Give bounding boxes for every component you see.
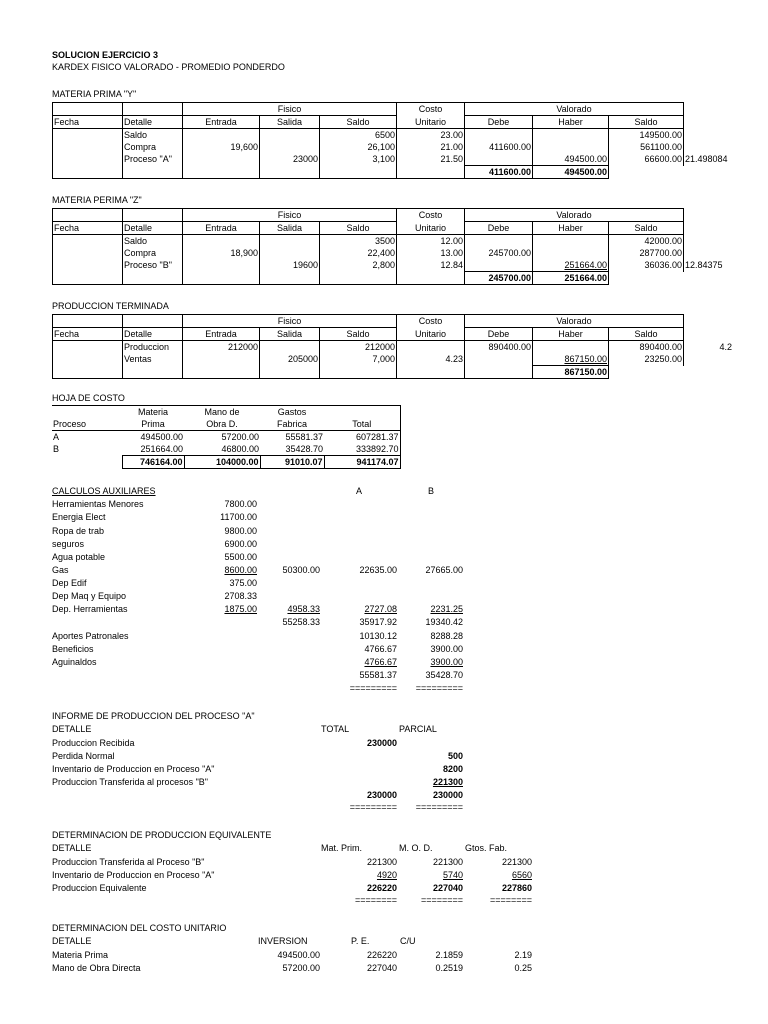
cell xyxy=(533,141,609,153)
double-rule: ========= xyxy=(349,802,397,812)
cell xyxy=(260,141,320,153)
unit-rounded: 0.25 xyxy=(514,963,532,973)
cell: 890400.00 xyxy=(465,341,533,354)
cell xyxy=(533,247,609,259)
cell: 494500.00 xyxy=(140,432,183,442)
cell xyxy=(684,141,734,153)
equiv-gf: 227860 xyxy=(501,883,532,893)
aux-sum: 55258.33 xyxy=(282,617,320,627)
table-row xyxy=(53,141,734,153)
cell xyxy=(684,235,734,248)
cell: Saldo xyxy=(123,129,183,142)
haber-header: Haber xyxy=(533,116,609,129)
haber-header: Haber xyxy=(533,328,609,341)
cell: 42000.00 xyxy=(609,235,684,248)
cell: 333892.70 xyxy=(324,443,400,456)
detalle-header: Detalle xyxy=(123,116,183,129)
aux-a: 10130.12 xyxy=(359,631,397,641)
equiv-label: Inventario de Produccion en Proceso "A" xyxy=(52,870,215,880)
table-row xyxy=(53,247,734,259)
cell: 18,900 xyxy=(183,247,260,259)
aux-a: 4766.67 xyxy=(364,657,397,667)
aux-label: Aportes Patronales xyxy=(52,631,129,641)
col-header: Gastos xyxy=(260,406,324,419)
double-rule: ======== xyxy=(354,895,397,905)
total-haber: 867150.00 xyxy=(533,366,609,379)
table-row xyxy=(53,129,734,142)
cell: 19,600 xyxy=(183,141,260,153)
saldo-header: Saldo xyxy=(320,222,397,235)
unitario-header: Unitario xyxy=(397,328,465,341)
fisico-header: Fisico xyxy=(183,103,397,116)
equiv-label: Produccion Equivalente xyxy=(52,883,147,893)
cell xyxy=(684,353,734,366)
cell xyxy=(260,235,320,248)
cell: 21.00 xyxy=(397,141,465,153)
aux-value: 1875.00 xyxy=(224,604,257,614)
col-header: Proceso xyxy=(52,418,122,431)
salida-header: Salida xyxy=(260,328,320,341)
cell: 26,100 xyxy=(320,141,397,153)
informe-detalle: DETALLE xyxy=(52,724,92,734)
table-row xyxy=(53,153,734,166)
unit-pe-header: P. E. xyxy=(351,936,370,946)
aux-b: 3900.00 xyxy=(430,657,463,667)
informe-value: 500 xyxy=(447,751,463,761)
cell xyxy=(397,341,465,354)
unit-cu-header: C/U xyxy=(400,936,416,946)
cell xyxy=(465,353,533,366)
col-header: Mano de xyxy=(184,406,260,419)
cell: 4.2 xyxy=(719,341,732,352)
aux-value: 5500.00 xyxy=(224,552,257,562)
haber-header: Haber xyxy=(533,222,609,235)
cell xyxy=(684,247,734,259)
saldo-header: Saldo xyxy=(320,116,397,129)
aux-total-b: 35428.70 xyxy=(425,670,463,680)
detalle-header: Detalle xyxy=(123,222,183,235)
cell: 2,800 xyxy=(320,259,397,272)
cell: 287700.00 xyxy=(609,247,684,259)
col-header: Obra D. xyxy=(184,418,260,431)
cell xyxy=(684,129,734,142)
aux-value: 2708.33 xyxy=(224,591,257,601)
aux-label: Ropa de trab xyxy=(52,526,105,536)
cell xyxy=(465,129,533,142)
aux-title: CALCULOS AUXILIARES xyxy=(52,486,156,496)
aux-label: seguros xyxy=(52,539,85,549)
cell: B xyxy=(53,444,60,455)
unit-label: Mano de Obra Directa xyxy=(52,963,141,973)
cell: 13.00 xyxy=(397,247,465,259)
aux-b: 19340.42 xyxy=(425,617,463,627)
cell: 411600.00 xyxy=(465,141,533,153)
equiv-mod: 5740 xyxy=(442,870,463,880)
equiv-mp-header: Mat. Prim. xyxy=(321,843,363,853)
kardex-y-title: MATERIA PRIMA "Y" xyxy=(52,89,137,99)
aux-value: 11700.00 xyxy=(220,512,257,522)
aux-label: Herramientas Menores xyxy=(52,499,144,509)
unit-pe: 227040 xyxy=(366,963,397,973)
col-header: Total xyxy=(324,418,400,431)
unit-rounded: 2.19 xyxy=(514,950,532,960)
total-haber: 494500.00 xyxy=(533,166,609,179)
cell xyxy=(533,129,609,142)
cell xyxy=(183,153,260,166)
debe-header: Debe xyxy=(465,328,533,341)
equiv-gf: 6560 xyxy=(511,870,532,880)
cell: 251664.00 xyxy=(140,444,183,454)
aux-label: Gas xyxy=(52,565,69,575)
doc-title: SOLUCION EJERCICIO 3 xyxy=(52,50,159,60)
double-rule: ========= xyxy=(415,683,463,693)
unit-detalle: DETALLE xyxy=(52,936,92,946)
valorado-header: Valorado xyxy=(465,315,684,328)
informe-total: 230000 xyxy=(366,790,397,800)
total-debe: 245700.00 xyxy=(465,272,533,285)
cell xyxy=(465,259,533,272)
informe-value: 230000 xyxy=(366,738,397,748)
cell: 35428.70 xyxy=(285,444,323,454)
unit-cu: 0.2519 xyxy=(435,963,463,973)
cell: 46800.00 xyxy=(221,444,259,454)
cell: 12.84 xyxy=(397,259,465,272)
cell: 6500 xyxy=(320,129,397,142)
aux-b: 3900.00 xyxy=(430,644,463,654)
hoja-costo-table xyxy=(52,405,401,469)
vsaldo-header: Saldo xyxy=(609,222,684,235)
aux-b: 2231.25 xyxy=(430,604,463,614)
double-rule: ========= xyxy=(349,683,397,693)
cell xyxy=(183,129,260,142)
cell: Proceso "B" xyxy=(123,259,183,272)
aux-label: Dep Maq y Equipo xyxy=(52,591,127,601)
aux-value: 6900.00 xyxy=(224,539,257,549)
cell: A xyxy=(53,432,60,442)
debe-header: Debe xyxy=(465,222,533,235)
cell: 55581.37 xyxy=(285,432,323,442)
informe-title: INFORME DE PRODUCCION DEL PROCESO "A" xyxy=(52,711,255,721)
cell: 19600 xyxy=(260,259,320,272)
table-row xyxy=(53,353,734,366)
equiv-detalle: DETALLE xyxy=(52,843,92,853)
cell xyxy=(465,153,533,166)
fisico-header: Fisico xyxy=(183,315,397,328)
cell: 494500.00 xyxy=(533,153,609,166)
equiv-gf: 221300 xyxy=(501,857,532,867)
fecha-header: Fecha xyxy=(53,116,123,129)
unit-inv-header: INVERSION xyxy=(258,936,308,946)
cell: 149500.00 xyxy=(609,129,684,142)
aux-label: Aguinaldos xyxy=(52,657,97,667)
fecha-header: Fecha xyxy=(53,328,123,341)
entrada-header: Entrada xyxy=(183,116,260,129)
cell xyxy=(533,235,609,248)
doc-subtitle: KARDEX FISICO VALORADO - PROMEDIO PONDERDO xyxy=(52,62,285,72)
costo-header: Costo xyxy=(397,315,465,328)
aux-value: 9800.00 xyxy=(224,526,257,536)
aux-a: 4766.67 xyxy=(364,644,397,654)
informe-label: Inventario de Produccion en Proceso "A" xyxy=(52,764,215,774)
cell: 21.498084 xyxy=(685,154,728,165)
aux-value: 8600.00 xyxy=(224,565,257,575)
cell: Saldo xyxy=(123,235,183,248)
cell xyxy=(260,247,320,259)
aux-total-a: 55581.37 xyxy=(359,670,397,680)
cell: Compra xyxy=(123,247,183,259)
aux-label: Beneficios xyxy=(52,644,94,654)
total-debe: 411600.00 xyxy=(465,166,533,179)
cell xyxy=(183,353,260,366)
equiv-mp: 226220 xyxy=(366,883,397,893)
equiv-gf-header: Gtos. Fab. xyxy=(465,843,508,853)
table-row xyxy=(52,431,400,444)
aux-col-b: B xyxy=(428,486,435,496)
hoja-costo-title: HOJA DE COSTO xyxy=(52,393,125,403)
equiv-mp: 4920 xyxy=(376,870,397,880)
cell: 23000 xyxy=(260,153,320,166)
cell: 3,100 xyxy=(320,153,397,166)
equiv-mp: 221300 xyxy=(366,857,397,867)
costo-header: Costo xyxy=(397,103,465,116)
costo-header: Costo xyxy=(397,209,465,222)
cell: 890400.00 xyxy=(609,341,684,354)
informe-label: Produccion Transferida al procesos "B" xyxy=(52,777,208,787)
cell xyxy=(533,341,609,354)
valorado-header: Valorado xyxy=(465,103,684,116)
aux-a: 22635.00 xyxy=(359,565,397,575)
cell xyxy=(183,259,260,272)
total-cell: 746164.00 xyxy=(122,456,184,469)
col-header: Fabrica xyxy=(260,418,324,431)
total-cell: 91010.07 xyxy=(260,456,324,469)
aux-label: Dep. Herramientas xyxy=(52,604,128,614)
informe-parcial: 230000 xyxy=(432,790,463,800)
cell: 251664.00 xyxy=(533,259,609,272)
aux-label: Energia Elect xyxy=(52,512,106,522)
aux-label: Agua potable xyxy=(52,552,106,562)
total-haber: 251664.00 xyxy=(533,272,609,285)
cell: 561100.00 xyxy=(609,141,684,153)
aux-sum: 4958.33 xyxy=(287,604,320,614)
aux-sum: 50300.00 xyxy=(282,565,320,575)
entrada-header: Entrada xyxy=(183,328,260,341)
equiv-mod-header: M. O. D. xyxy=(399,843,433,853)
cell: 21.50 xyxy=(397,153,465,166)
table-row xyxy=(53,259,734,272)
unitario-header: Unitario xyxy=(397,116,465,129)
cell: Compra xyxy=(123,141,183,153)
vsaldo-header: Saldo xyxy=(609,116,684,129)
cell: 867150.00 xyxy=(533,353,609,366)
aux-a: 2727.08 xyxy=(364,604,397,614)
cell: Proceso "A" xyxy=(123,153,183,166)
cell: Ventas xyxy=(123,353,183,366)
col-header: Materia xyxy=(122,406,184,419)
fisico-header: Fisico xyxy=(183,209,397,222)
informe-value: 8200 xyxy=(442,764,463,774)
aux-value: 375.00 xyxy=(229,578,257,588)
table-row xyxy=(52,443,400,456)
cell: 57200.00 xyxy=(221,432,259,442)
debe-header: Debe xyxy=(465,116,533,129)
informe-label: Perdida Normal xyxy=(52,751,115,761)
entrada-header: Entrada xyxy=(183,222,260,235)
equiv-title: DETERMINACION DE PRODUCCION EQUIVALENTE xyxy=(52,830,272,840)
vsaldo-header: Saldo xyxy=(609,328,684,341)
aux-label: Dep Edif xyxy=(52,578,87,588)
kardex-pt-title: PRODUCCION TERMINADA xyxy=(52,301,169,311)
total-cell: 941174.07 xyxy=(324,456,400,469)
cell: 23.00 xyxy=(397,129,465,142)
saldo-header: Saldo xyxy=(320,328,397,341)
cell: 4.23 xyxy=(397,353,465,366)
aux-a: 35917.92 xyxy=(359,617,397,627)
informe-total-header: TOTAL xyxy=(321,724,350,734)
cell: 12.00 xyxy=(397,235,465,248)
equiv-mod: 227040 xyxy=(432,883,463,893)
aux-value: 7800.00 xyxy=(224,499,257,509)
unit-label: Materia Prima xyxy=(52,950,109,960)
total-cell: 104000.00 xyxy=(184,456,260,469)
double-rule: ======== xyxy=(420,895,463,905)
cell: 36036.00 xyxy=(609,259,684,272)
cell: 12.84375 xyxy=(685,260,723,271)
cell: 607281.37 xyxy=(324,431,400,444)
cell: 22,400 xyxy=(320,247,397,259)
table-row xyxy=(53,235,734,248)
salida-header: Salida xyxy=(260,222,320,235)
cell: 23250.00 xyxy=(609,353,684,366)
cell xyxy=(260,341,320,354)
unit-inv: 57200.00 xyxy=(282,963,320,973)
kardex-y-table xyxy=(52,102,734,179)
unit-inv: 494500.00 xyxy=(277,950,320,960)
detalle-header: Detalle xyxy=(123,328,183,341)
valorado-header: Valorado xyxy=(465,209,684,222)
informe-parcial-header: PARCIAL xyxy=(399,724,437,734)
col-header: Prima xyxy=(122,418,184,431)
cell: 7,000 xyxy=(320,353,397,366)
cell: Produccion xyxy=(123,341,183,354)
equiv-label: Produccion Transferida al Proceso "B" xyxy=(52,857,205,867)
cell xyxy=(183,235,260,248)
aux-b: 8288.28 xyxy=(430,631,463,641)
unitario-header: Unitario xyxy=(397,222,465,235)
double-rule: ======== xyxy=(489,895,532,905)
aux-col-a: A xyxy=(356,486,363,496)
double-rule: ========= xyxy=(415,802,463,812)
cell: 66600.00 xyxy=(609,153,684,166)
kardex-z-title: MATERIA PERIMA "Z" xyxy=(52,195,142,205)
equiv-mod: 221300 xyxy=(432,857,463,867)
unit-title: DETERMINACION DEL COSTO UNITARIO xyxy=(52,923,227,933)
unit-cu: 2.1859 xyxy=(435,950,463,960)
informe-label: Produccion Recibida xyxy=(52,738,135,748)
kardex-pt-table xyxy=(52,314,734,379)
salida-header: Salida xyxy=(260,116,320,129)
informe-value: 221300 xyxy=(432,777,463,787)
cell: 212000 xyxy=(183,341,260,354)
cell: 245700.00 xyxy=(465,247,533,259)
cell xyxy=(465,235,533,248)
fecha-header: Fecha xyxy=(53,222,123,235)
aux-b: 27665.00 xyxy=(425,565,463,575)
cell: 205000 xyxy=(260,353,320,366)
kardex-z-table xyxy=(52,208,734,285)
cell xyxy=(260,129,320,142)
cell: 3500 xyxy=(320,235,397,248)
unit-pe: 226220 xyxy=(366,950,397,960)
cell: 212000 xyxy=(320,341,397,354)
table-row xyxy=(53,341,734,354)
